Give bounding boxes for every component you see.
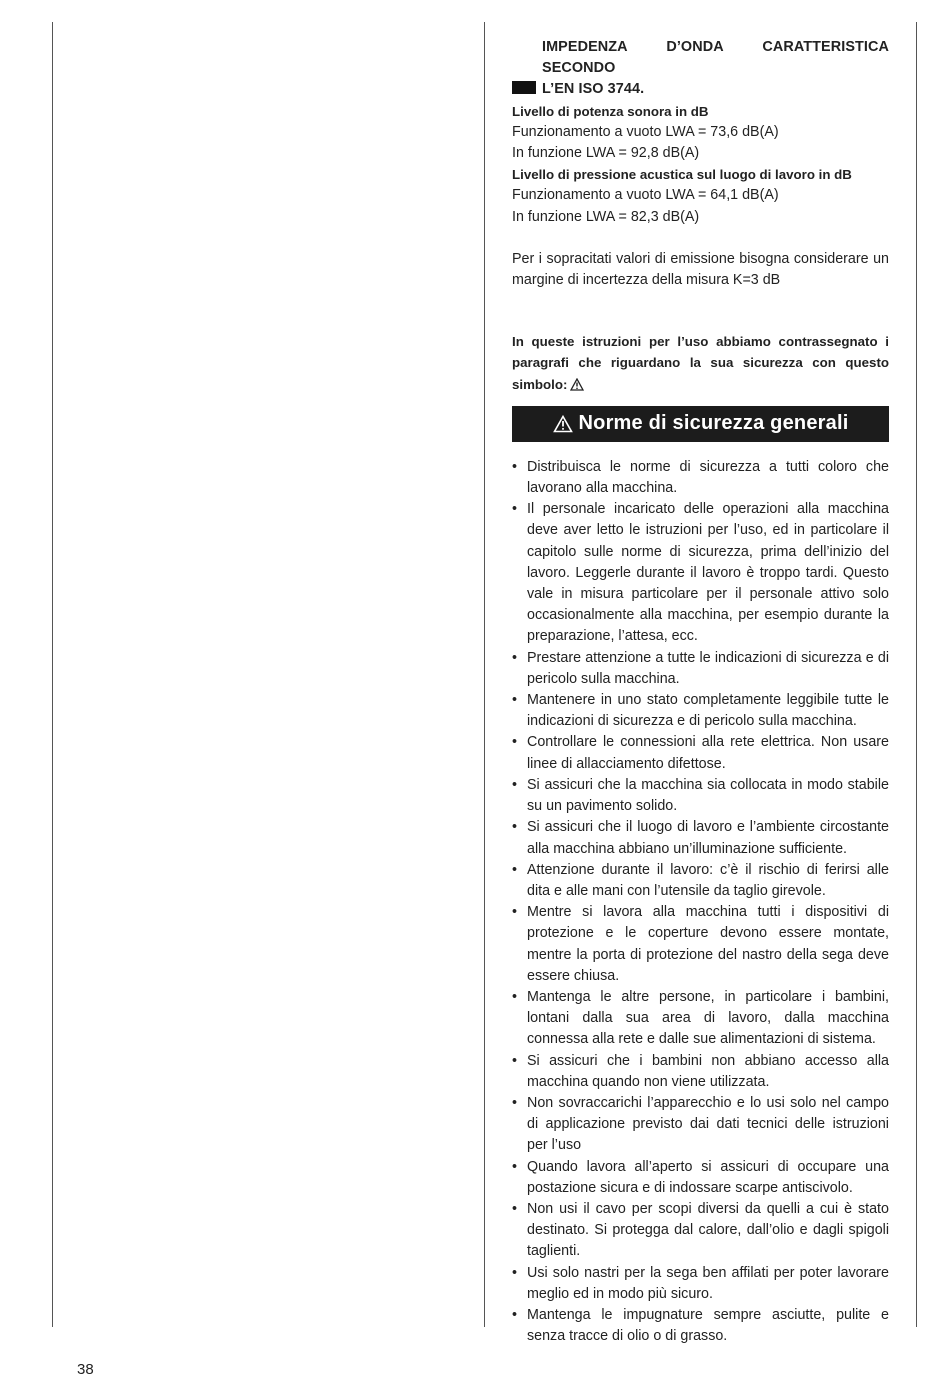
list-item: • Mantenga le altre persone, in particolare i bambini, lontani dalla sua area di lavoro, dalla macchina connessa alla rete e dalle sue alimentazioni di sistema.: [512, 987, 889, 1051]
list-item: • Prestare attenzione a tutte le indicazioni di sicurezza e di pericolo sulla macchina.: [512, 648, 889, 690]
power-title: Livello di potenza sonora in dB: [512, 103, 709, 119]
list-item: • Si assicuri che il luogo di lavoro e l’ambiente circostante alla macchina abbiano un’illuminazione sufficiente.: [512, 817, 889, 859]
heading-line-1: IMPEDENZA D’ONDA CARATTERISTICA SECONDO: [542, 39, 889, 77]
section-title: Norme di sicurezza generali: [578, 412, 849, 435]
heading-line-2-text: L’EN ISO 3744.: [542, 81, 645, 98]
safety-list: [512, 457, 889, 1348]
heading-line-2: [512, 79, 889, 100]
left-margin-line: [52, 22, 53, 1327]
list-item: • Controllare le connessioni alla rete elettrica. Non usare linee di allacciamento difettose.: [512, 732, 889, 774]
safety-intro-text: In queste istruzioni per l’uso abbiamo contrassegnato i paragrafi che riguardano la sua sicurezza con questo simbolo:: [512, 334, 889, 392]
pressure-idle: Funzionamento a vuoto LWA = 64,1 dB(A): [512, 187, 779, 204]
list-item: • Si assicuri che i bambini non abbiano accesso alla macchina quando non viene utilizzata.: [512, 1051, 889, 1093]
power-run: In funzione LWA = 92,8 dB(A): [512, 145, 700, 162]
uncertainty-note: Per i sopracitati valori di emissione bisogna considerare un margine di incertezza della misura K=3 dB: [512, 250, 889, 289]
list-item: • Non usi il cavo per scopi diversi da quelli a cui è stato destinato. Si protegga dal calore, dall’olio e dagli spigoli taglienti.: [512, 1199, 889, 1263]
page-number: 38: [77, 1361, 94, 1378]
list-item: • Quando lavora all’aperto si assicuri di occupare una postazione sicura e di indossare scarpe antiscivolo.: [512, 1157, 889, 1199]
list-item: • Mentre si lavora alla macchina tutti i dispositivi di protezione e le coperture devono essere montate, mentre la porta di protezione del nastro della sega deve essere chiusa.: [512, 902, 889, 987]
list-item: • Distribuisca le norme di sicurezza a tutti coloro che lavorano alla macchina.: [512, 457, 889, 499]
warning-triangle-icon: [570, 378, 584, 391]
list-item: • Il personale incaricato delle operazioni alla macchina deve aver letto le istruzioni per l’uso, ed in particolare il capitolo sulle norme di sicurezza, prima dell’inizio del lavoro. Leggerle durante il lavoro è troppo tardi. Questo vale in misura particolare per il personale attivo solo occasionalmente alla macchina, per esempio durante la preparazione, l’attesa, ecc.: [512, 499, 889, 647]
list-item: • Non sovraccarichi l’apparecchio e lo usi solo nel campo di applicazione previsto dai dati tecnici delle istruzioni per l’uso: [512, 1093, 889, 1157]
column-divider-line: [484, 22, 485, 1327]
warning-triangle-icon: [553, 415, 573, 433]
list-item: • Mantenga le impugnature sempre asciutte, pulite e senza tracce di olio o di grasso.: [512, 1305, 889, 1347]
list-item: • Si assicuri che la macchina sia collocata in modo stabile su un pavimento solido.: [512, 775, 889, 817]
pressure-run: In funzione LWA = 82,3 dB(A): [512, 208, 700, 225]
pressure-title: Livello di pressione acustica sul luogo di lavoro in dB: [512, 167, 852, 183]
black-marker: [512, 81, 536, 94]
safety-intro: [512, 331, 889, 395]
section-title-bar: [512, 406, 889, 442]
list-item: • Attenzione durante il lavoro: c’è il rischio di ferirsi alle dita e alle mani con l’utensile da taglio girevole.: [512, 860, 889, 902]
right-column: [512, 37, 889, 1347]
power-idle: Funzionamento a vuoto LWA = 73,6 dB(A): [512, 123, 779, 140]
list-item: • Usi solo nastri per la sega ben affilati per poter lavorare meglio ed in modo più sicuro.: [512, 1263, 889, 1305]
right-margin-line: [916, 22, 917, 1327]
list-item: • Mantenere in uno stato completamente leggibile tutte le indicazioni di sicurezza e di pericolo sulla macchina.: [512, 690, 889, 732]
section-heading: [512, 37, 889, 101]
